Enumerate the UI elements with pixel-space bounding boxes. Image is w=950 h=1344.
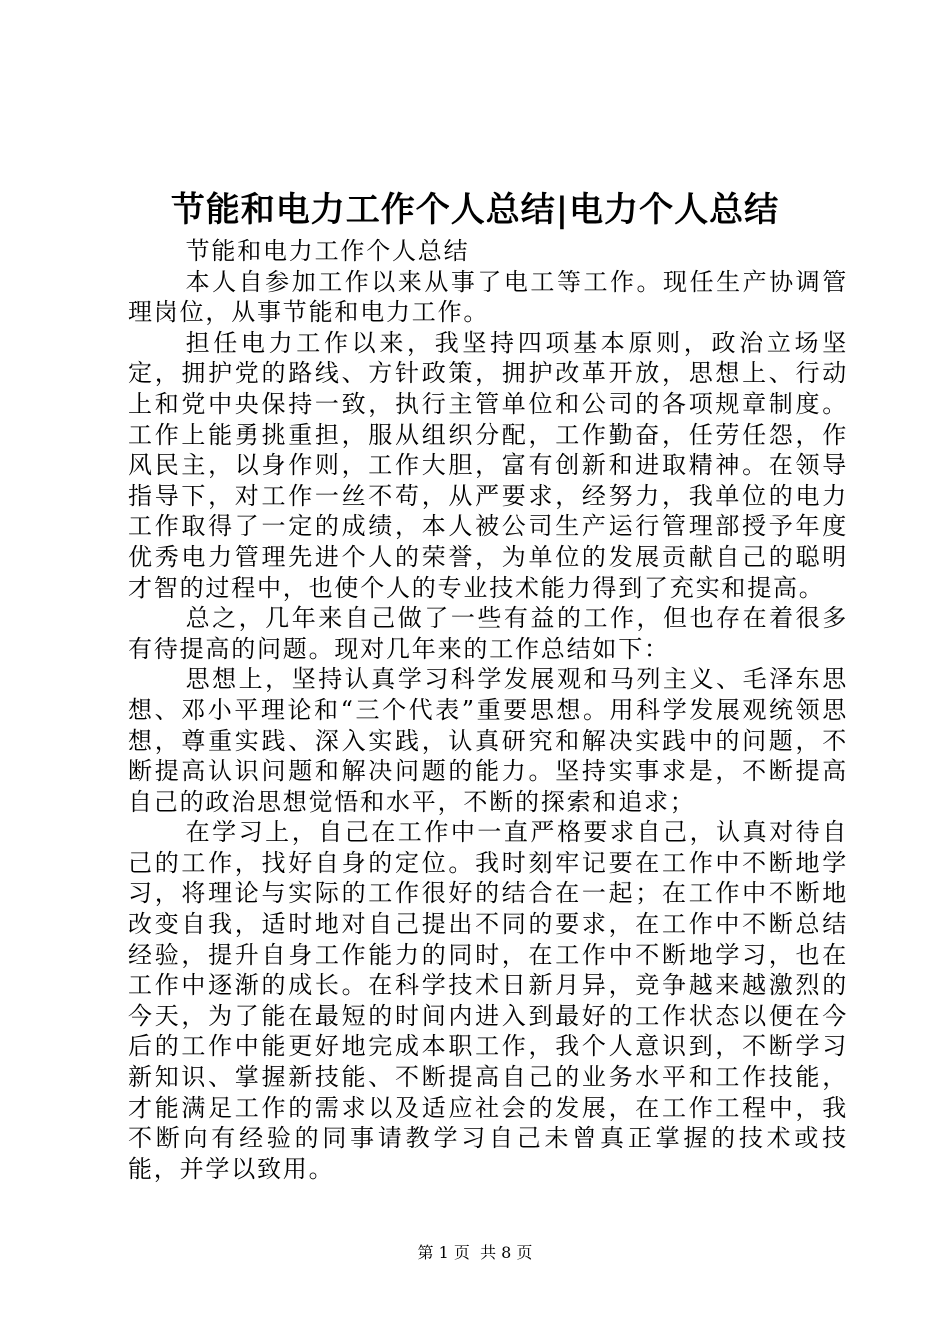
paragraph-study: 在学习上，自己在工作中一直严格要求自己，认真对待自己的工作，找好自身的定位。我时刻牢记要在工作中不断地学习，将理论与实际的工作很好的结合在一起；在工作中不断地改变自我，适时地对自己提出不同的要求，在工作中不断总结经验，提升自身工作能力的同时，在工作中不断地学习，也在工作中逐渐的成长。在科学技术日新月异，竞争越来越激烈的今天，为了能在最短的时间内进入到最好的工作状态以便在今后的工作中能更好地完成本职工作，我个人意识到，不断学习新知识、掌握新技能、不断提高自己的业务水平和工作技能，才能满足工作的需求以及适应社会的发展，在工作工程中，我不断向有经验的同事请教学习自己未曾真正掌握的技术或技能，并学以致用。 xyxy=(128,818,848,1183)
paragraph-intro: 本人自参加工作以来从事了电工等工作。现任生产协调管理岗位，从事节能和电力工作。 xyxy=(128,267,848,327)
paragraph-subtitle: 节能和电力工作个人总结 xyxy=(185,237,470,265)
paragraph-work-history: 担任电力工作以来，我坚持四项基本原则，政治立场坚定，拥护党的路线、方针政策，拥护改革开放，思想上、行动上和党中央保持一致，执行主管单位和公司的各项规章制度。工作上能勇挑重担，服从组织分配，工作勤奋，任劳任怨，作风民主，以身作则，工作大胆，富有创新和进取精神。在领导指导下，对工作一丝不苟，从严要求，经努力，我单位的电力工作取得了一定的成绩，本人被公司生产运行管理部授予年度优秀电力管理先进个人的荣誉，为单位的发展贡献自己的聪明才智的过程中，也使个人的专业技术能力得到了充实和提高。 xyxy=(128,328,848,602)
document-body xyxy=(128,236,848,1184)
page-number-footer: 第 1 页 共 8 页 xyxy=(417,1243,533,1262)
paragraph-summary: 总之，几年来自己做了一些有益的工作，但也存在着很多有待提高的问题。现对几年来的工作总结如下： xyxy=(128,604,848,663)
document-title: 节能和电力工作个人总结|电力个人总结 xyxy=(170,190,780,230)
paragraph-ideology: 思想上，坚持认真学习科学发展观和马列主义、毛泽东思想、邓小平理论和“三个代表”重要思想。用科学发展观统领思想，尊重实践、深入实践，认真研究和解决实践中的问题，不断提高认识问题和解决问题的能力。坚持实事求是，不断提高自己的政治思想觉悟和水平，不断的探索和追求； xyxy=(128,665,848,816)
